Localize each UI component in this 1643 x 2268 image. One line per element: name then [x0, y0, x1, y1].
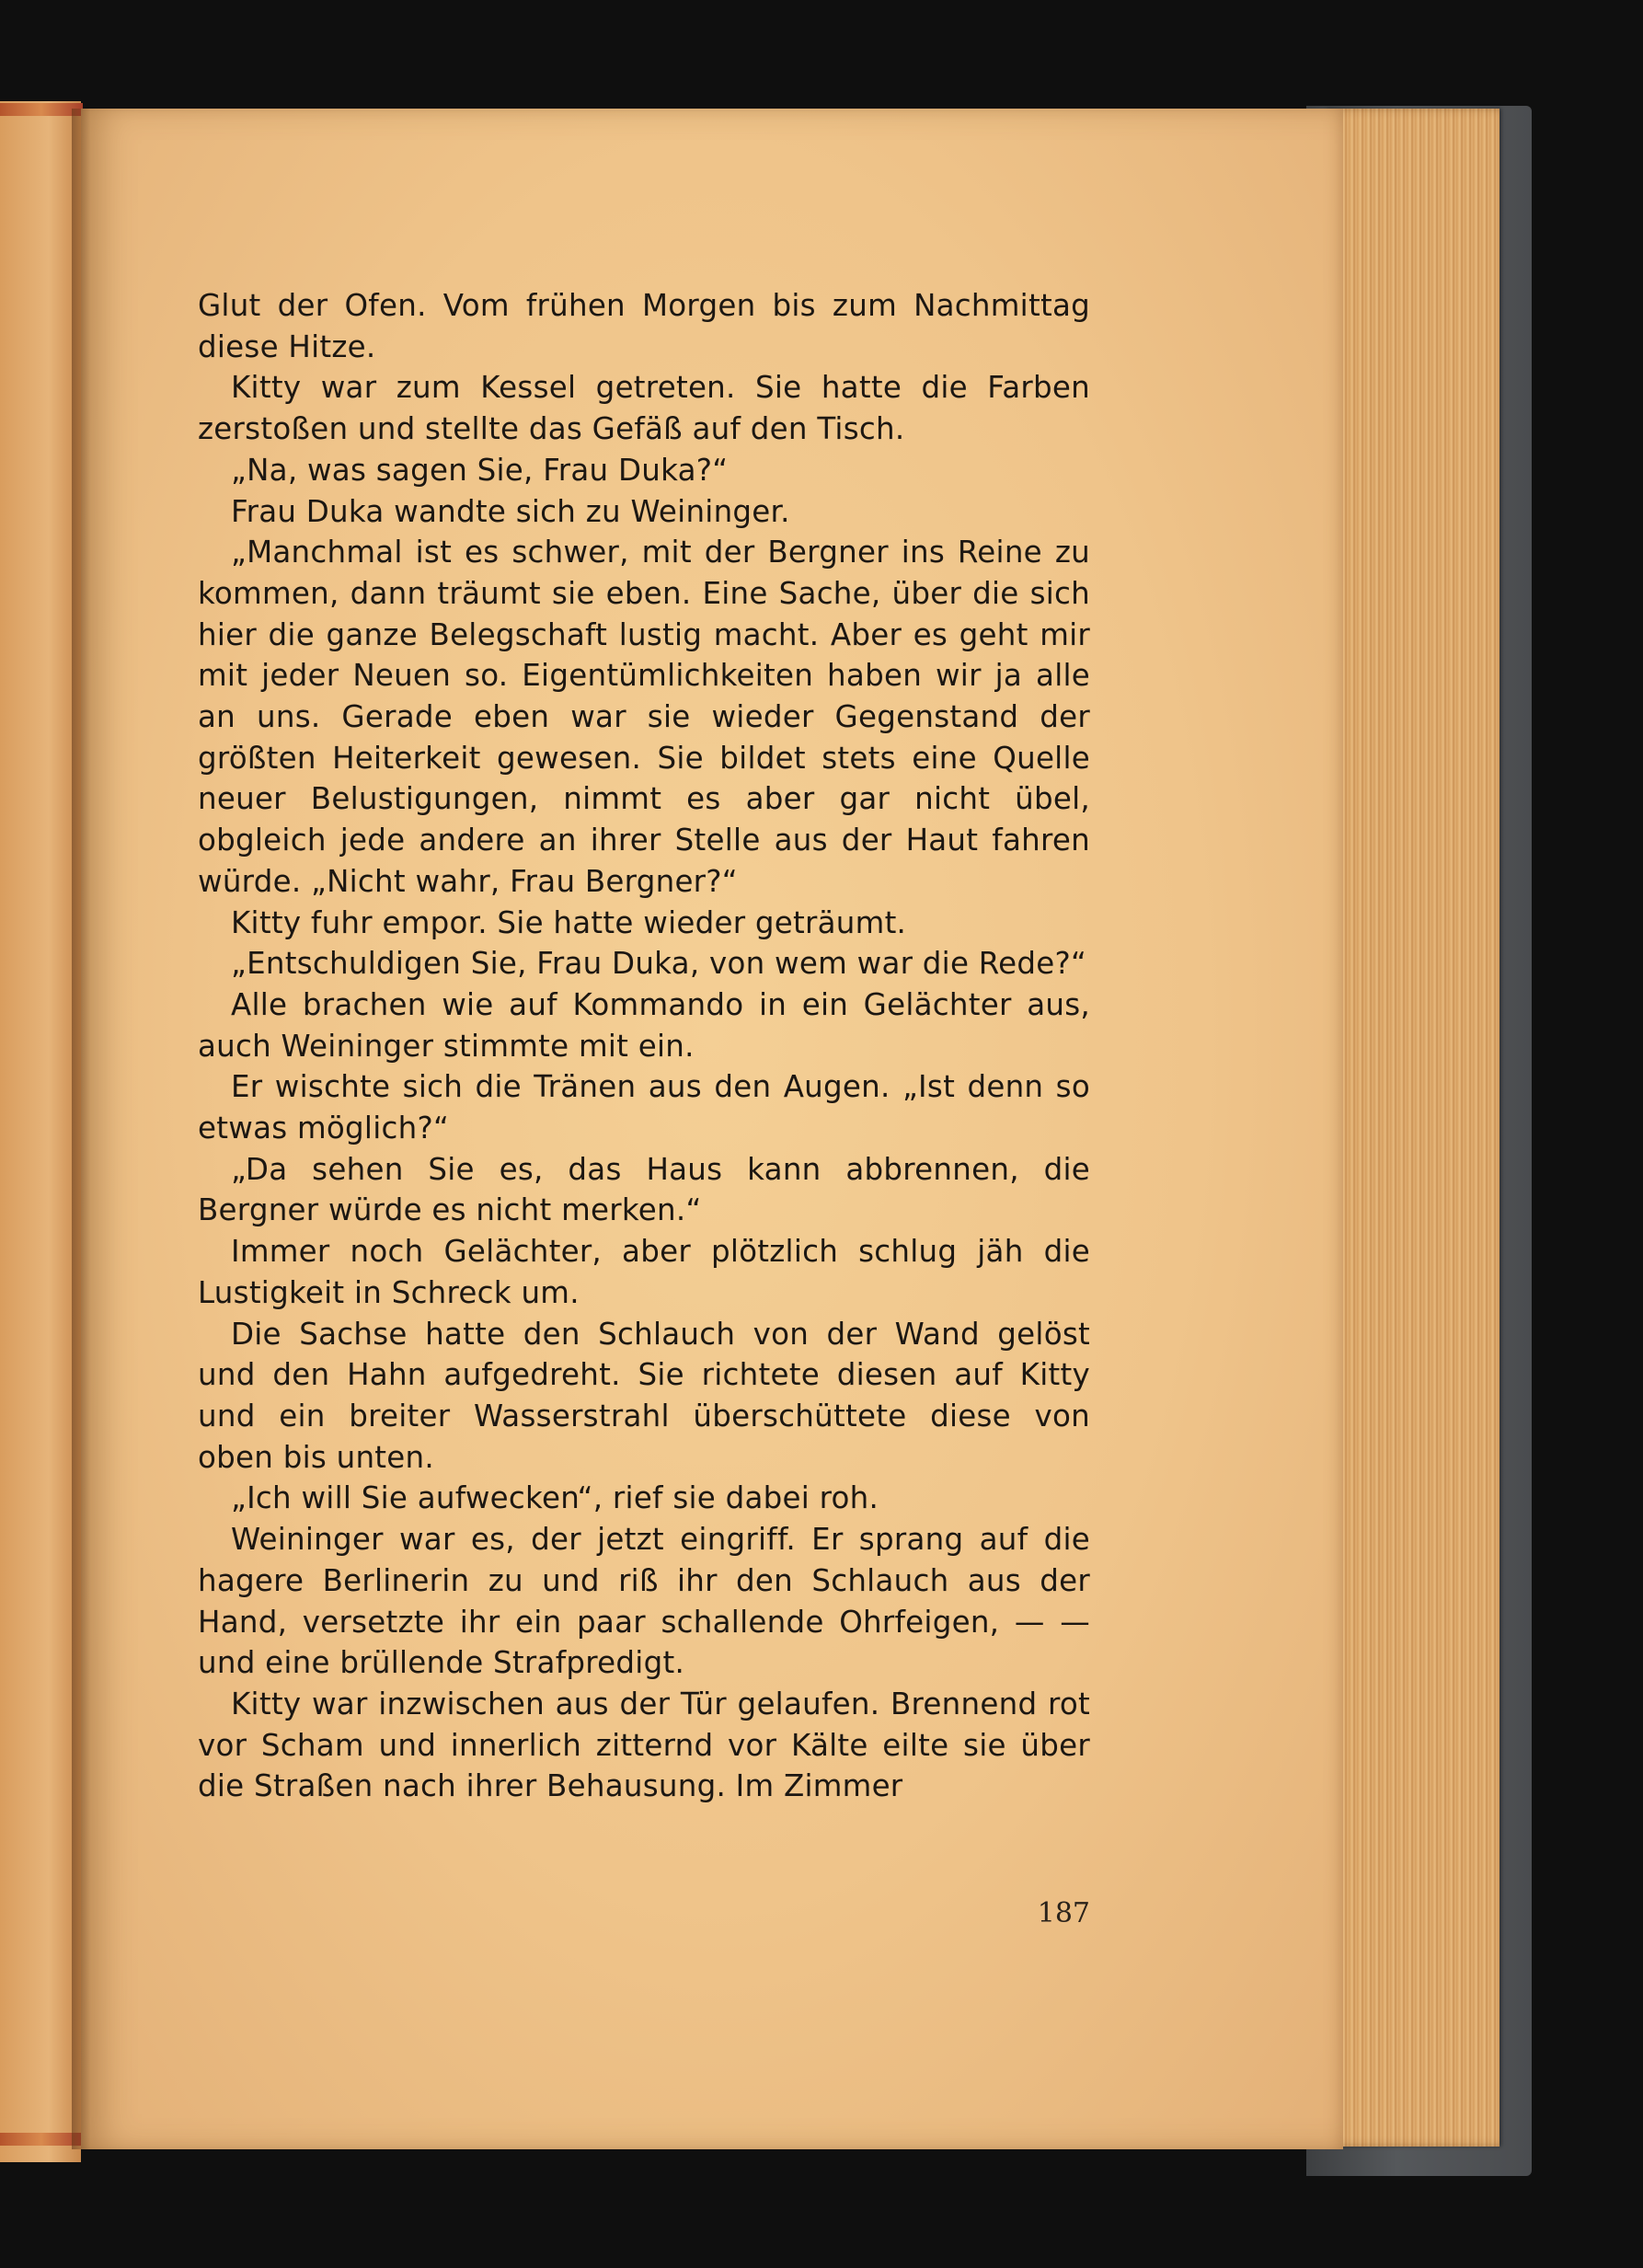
paragraph: Alle brachen wie auf Kommando in ein Gelächter aus, auch Weininger stimmte mit ein.	[198, 986, 1090, 1064]
paragraph: Kitty war inzwischen aus der Tür gelaufen. Brennend rot vor Scham und innerlich zitternd vor Kälte eilte sie über die Straßen nach ihrer Behausung. Im Zimmer	[198, 1686, 1090, 1804]
binding-thread-bottom	[0, 2133, 83, 2146]
paragraph: Weininger war es, der jetzt eingriff. Er sprang auf die hagere Berlinerin zu und riß ihr den Schlauch aus der Hand, versetzte ihr ein paar schallende Ohrfeigen, — — und eine brüllende Strafpredigt.	[198, 1522, 1090, 1681]
paragraph: Immer noch Gelächter, aber plötzlich schlug jäh die Lustigkeit in Schreck um.	[198, 1234, 1090, 1310]
paragraph: „Na, was sagen Sie, Frau Duka?“	[231, 452, 729, 488]
paragraph: Er wischte sich die Tränen aus den Augen. „Ist denn so etwas möglich?“	[198, 1069, 1090, 1146]
paragraph: Kitty war zum Kessel getreten. Sie hatte die Farben zerstoßen und stellte das Gefäß auf den Tisch.	[198, 370, 1090, 447]
page-number: 187	[1037, 1897, 1090, 1929]
paragraph: Glut der Ofen. Vom frühen Morgen bis zum Nachmittag diese Hitze.	[198, 288, 1090, 364]
page-edges	[1325, 109, 1499, 2147]
paragraph: „Da sehen Sie es, das Haus kann abbrennen, die Bergner würde es nicht merken.“	[198, 1151, 1090, 1228]
paragraph: „Entschuldigen Sie, Frau Duka, von wem war die Rede?“	[231, 946, 1087, 982]
page-gutter-shadow	[72, 109, 90, 2149]
paragraph: Die Sachse hatte den Schlauch von der Wand gelöst und den Hahn aufgedreht. Sie richtete diesen auf Kitty und ein breiter Wasserstrahl überschüttete diese von oben bis unten.	[198, 1316, 1090, 1475]
left-page-edge	[0, 101, 81, 2162]
binding-thread-top	[0, 103, 83, 116]
paragraph: „Ich will Sie aufwecken“, rief sie dabei roh.	[231, 1480, 879, 1516]
paragraph: Frau Duka wandte sich zu Weininger.	[231, 493, 790, 529]
page-text	[198, 285, 1090, 1807]
paragraph: „Manchmal ist es schwer, mit der Bergner ins Reine zu kommen, dann träumt sie eben. Eine Sache, über die sich hier die ganze Belegschaft lustig macht. Aber es geht mir mit jeder Neuen so. Eigentümlichkeiten haben wir ja alle an uns. Gerade eben war sie wieder Gegenstand der größten Heiterkeit gewesen. Sie bildet stets eine Quelle neuer Belustigungen, nimmt es aber gar nicht übel, obgleich jede andere an ihrer Stelle aus der Haut fahren würde. „Nicht wahr, Frau Bergner?“	[198, 535, 1090, 899]
paragraph: Kitty fuhr empor. Sie hatte wieder geträumt.	[231, 904, 907, 940]
